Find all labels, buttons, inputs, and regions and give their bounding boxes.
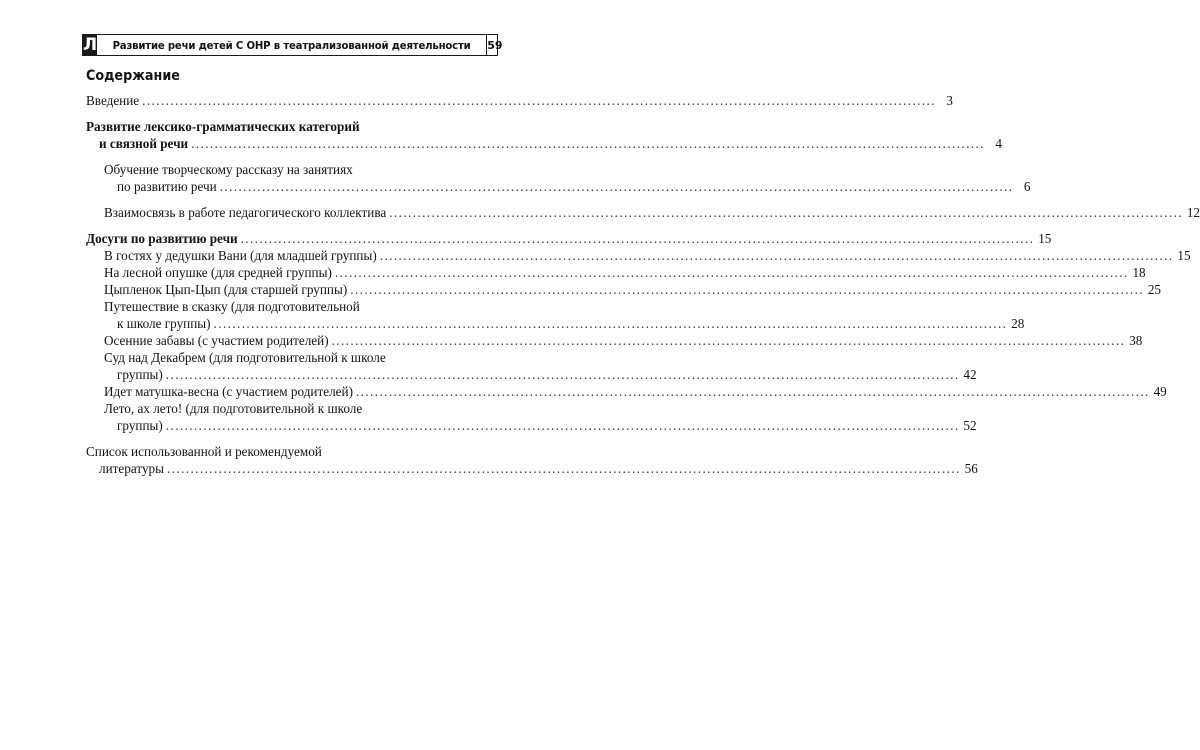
- toc-entry-title: Цыпленок Цып-Цып (для старшей группы): [104, 282, 348, 297]
- toc-entry-title-line2: литературы: [99, 461, 164, 476]
- dot-leader: .........................................................................................................................................................................: [165, 418, 960, 433]
- table-of-contents: [86, 92, 1200, 477]
- toc-entry-title: В гостях у дедушки Вани (для младшей группы): [104, 248, 377, 263]
- toc-page-number: 6: [1023, 179, 1031, 194]
- toc-page-number: 49: [1153, 384, 1167, 399]
- series-letter-badge: Л: [83, 35, 98, 55]
- dot-leader: .........................................................................................................................................................................: [191, 136, 985, 151]
- toc-entry-collaboration[interactable]: [86, 204, 1200, 221]
- toc-page-number: 25: [1147, 282, 1162, 297]
- toc-entry-title-line1: Развитие лексико-грамматических категорий: [86, 119, 360, 134]
- toc-page-number: 4: [995, 136, 1002, 151]
- toc-entry-grandpa-vanya[interactable]: [86, 247, 1191, 264]
- dot-leader: .........................................................................................................................................................................: [167, 461, 961, 476]
- toc-page-number: 38: [1129, 333, 1143, 348]
- toc-entry-bibliography[interactable]: [86, 443, 978, 477]
- toc-entry-introduction[interactable]: [86, 92, 953, 109]
- contents-heading: Содержание: [86, 68, 180, 84]
- toc-page-number: 52: [963, 418, 977, 433]
- dot-leader: .........................................................................................................................................................................: [355, 384, 1150, 399]
- toc-entry-title: Идет матушка-весна (с участием родителей): [104, 384, 353, 399]
- toc-entry-title: Досуги по развитию речи: [86, 231, 238, 246]
- running-header: [82, 34, 503, 56]
- toc-entry-title: Введение: [86, 93, 140, 108]
- toc-entry-title-line1: Обучение творческому рассказу на занятиях: [104, 162, 353, 177]
- toc-entry-leisure[interactable]: [86, 230, 1052, 247]
- toc-entry-title-line1: Лето, ах лето! (для подготовительной к школе: [104, 401, 363, 416]
- toc-page-number: 56: [964, 461, 978, 476]
- running-header-title: Развитие речи детей С ОНР в театрализованной деятельности: [112, 38, 471, 52]
- toc-entry-title-line1: Список использованной и рекомендуемой: [86, 444, 322, 459]
- toc-entry-title-line2: по развитию речи: [117, 179, 217, 194]
- toc-entry-december-trial[interactable]: [86, 349, 977, 383]
- toc-entry-title-line2: группы): [117, 418, 163, 433]
- toc-entry-forest-edge[interactable]: [86, 264, 1146, 281]
- toc-entry-summer[interactable]: [86, 400, 977, 434]
- toc-page-number: 12: [1186, 205, 1200, 220]
- dot-leader: .........................................................................................................................................................................: [334, 265, 1129, 280]
- toc-page-number: 18: [1132, 265, 1146, 280]
- toc-entry-lexical-grammar[interactable]: [86, 118, 1002, 152]
- dot-leader: .........................................................................................................................................................................: [350, 282, 1145, 297]
- toc-page-number: 15: [1177, 248, 1191, 263]
- dot-leader: .........................................................................................................................................................................: [379, 248, 1174, 263]
- dot-leader: .........................................................................................................................................................................: [331, 333, 1126, 348]
- dot-leader: .........................................................................................................................................................................: [219, 179, 1014, 194]
- toc-entry-autumn-fun[interactable]: [86, 332, 1143, 349]
- toc-entry-title-line2: и связной речи: [99, 136, 189, 151]
- toc-page-number: 15: [1038, 231, 1052, 246]
- dot-leader: .........................................................................................................................................................................: [240, 231, 1035, 246]
- toc-entry-fairy-tale-journey[interactable]: [86, 298, 1025, 332]
- toc-entry-title-line2: группы): [117, 367, 163, 382]
- toc-entry-spring[interactable]: [86, 383, 1167, 400]
- toc-entry-title: На лесной опушке (для средней группы): [104, 265, 332, 280]
- toc-entry-creative-story[interactable]: [86, 161, 1031, 195]
- dot-leader: .........................................................................................................................................................................: [213, 316, 1008, 331]
- toc-page-number: 3: [946, 93, 953, 108]
- toc-entry-title-line1: Суд над Декабрем (для подготовительной к школе: [104, 350, 386, 365]
- toc-entry-title: Осенние забавы (с участием родителей): [104, 333, 329, 348]
- toc-page-number: 28: [1011, 316, 1025, 331]
- toc-entry-title-line1: Путешествие в сказку (для подготовительной: [104, 299, 360, 314]
- page-number: 59: [486, 35, 502, 55]
- dot-leader: .........................................................................................................................................................................: [389, 205, 1184, 220]
- toc-page-number: 42: [963, 367, 977, 382]
- toc-entry-title-line2: к школе группы): [117, 316, 211, 331]
- dot-leader: .........................................................................................................................................................................: [165, 367, 960, 382]
- toc-entry-title: Взаимосвязь в работе педагогического коллектива: [104, 205, 387, 220]
- dot-leader: .........................................................................................................................................................................: [142, 93, 936, 108]
- toc-entry-chick[interactable]: [86, 281, 1162, 298]
